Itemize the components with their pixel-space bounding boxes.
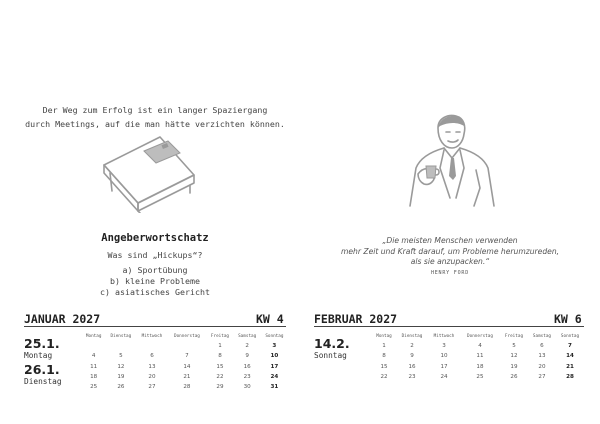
calendar-day: 7 — [185, 353, 189, 360]
calendar-week-row — [372, 351, 584, 361]
weekday-header: Sonntag — [265, 334, 284, 339]
quote-line: durch Meetings, auf die man hätte verzichten können. — [25, 119, 285, 129]
calendar-day: 18 — [476, 363, 484, 370]
calendar-day: 24 — [270, 374, 279, 381]
calendar-day: 25 — [90, 384, 98, 391]
calendar-day: 19 — [117, 374, 125, 381]
quote-text — [20, 103, 290, 131]
calendar-day: 11 — [476, 353, 484, 360]
calendar-day: 13 — [148, 363, 156, 370]
weekday-header: Mittwoch — [141, 334, 163, 339]
quote-author: HENRY FORD — [430, 270, 470, 276]
calendar-day: 29 — [216, 384, 224, 391]
weekday-header: Samstag — [532, 334, 552, 339]
calendar-rule — [314, 326, 584, 327]
calendar-weekday: Montag — [24, 351, 53, 360]
calendar-week-row — [82, 351, 288, 361]
calendar-day: 9 — [245, 353, 249, 360]
mini-calendar — [372, 332, 584, 382]
calendar-day: 10 — [440, 353, 448, 360]
desk-with-paper-icon — [98, 133, 200, 213]
calendar-day: 21 — [566, 363, 574, 370]
calendar-day: 28 — [566, 374, 574, 381]
calendar-day — [105, 341, 136, 351]
calendar-week: KW 4 — [256, 312, 284, 326]
calendar-day: 19 — [510, 363, 518, 370]
calendar-day: 26 — [510, 374, 518, 381]
quote-line: Der Weg zum Erfolg ist ein langer Spaziergang — [42, 105, 268, 115]
calendar-day: 18 — [90, 374, 98, 381]
calendar-day: 8 — [218, 353, 222, 360]
calendar-week-row — [82, 341, 288, 351]
calendar-day: 6 — [540, 343, 544, 350]
calendar-weekday: Sonntag — [314, 351, 347, 360]
calendar-day: 12 — [510, 353, 518, 360]
calendar-day: 25 — [476, 374, 484, 381]
calendar-date: 14.2. — [314, 336, 350, 351]
calendar-day: 2 — [245, 343, 249, 350]
calendar-day: 22 — [216, 374, 224, 381]
calendar-day: 1 — [382, 343, 386, 350]
calendar-day — [168, 341, 207, 351]
calendar-day: 11 — [90, 363, 98, 370]
calendar-day: 4 — [478, 343, 482, 350]
weekday-header: Montag — [376, 334, 392, 339]
weekday-header: Dienstag — [110, 334, 132, 339]
weekday-header: Freitag — [504, 334, 524, 339]
calendar-date-entry — [314, 336, 350, 360]
calendar-day: 3 — [272, 343, 277, 350]
calendar-day: 23 — [408, 374, 416, 381]
weekday-header: Sonntag — [560, 334, 580, 339]
calendar-day: 23 — [243, 374, 251, 381]
calendar-day: 6 — [150, 353, 154, 360]
calendar-day: 27 — [148, 384, 156, 391]
calendar-day: 8 — [382, 353, 386, 360]
calendar-day: 24 — [440, 374, 448, 381]
weekday-header: Donnerstag — [174, 334, 200, 339]
calendar-day: 2 — [410, 343, 414, 350]
weekday-header-row — [82, 332, 288, 341]
calendar-day: 15 — [380, 363, 388, 370]
weekday-header: Montag — [85, 334, 102, 339]
calendar-weekday: Dienstag — [24, 377, 62, 386]
calendar-week-row — [82, 362, 288, 372]
weekday-header: Dienstag — [401, 334, 423, 339]
calendar-day: 16 — [243, 363, 251, 370]
calendar-day: 16 — [408, 363, 416, 370]
calendar-week-row — [82, 382, 288, 392]
calendar-day: 22 — [380, 374, 388, 381]
calendar-day: 1 — [218, 343, 222, 350]
weekday-header: Donnerstag — [467, 334, 493, 339]
calendar-month: FEBRUAR 2027 — [314, 312, 398, 326]
riddle-option: b) kleine Probleme — [110, 276, 200, 286]
calendar-day: 10 — [270, 353, 279, 360]
calendar-day: 21 — [183, 374, 191, 381]
calendar-date-entry — [24, 336, 60, 360]
weekday-header: Mittwoch — [433, 334, 455, 339]
famous-quote — [320, 236, 580, 268]
calendar-day: 20 — [148, 374, 156, 381]
calendar-day — [82, 341, 105, 351]
calendar-day: 27 — [538, 374, 546, 381]
calendar-day: 28 — [183, 384, 191, 391]
riddle-option: a) Sportübung — [122, 265, 188, 275]
calendar-day: 30 — [243, 384, 251, 391]
calendar-day: 5 — [119, 353, 123, 360]
calendar-week-row — [82, 372, 288, 382]
weekday-header: Freitag — [210, 334, 230, 339]
quote-line: mehr Zeit und Kraft darauf, um Probleme herumzureden, — [340, 246, 560, 256]
calendar-day: 3 — [442, 343, 446, 350]
calendar-day: 12 — [117, 363, 125, 370]
man-with-coffee-icon — [400, 108, 500, 208]
quote-line: als sie anzupacken.“ — [410, 257, 490, 266]
calendar-day: 17 — [440, 363, 448, 370]
weekday-header-row — [372, 332, 584, 341]
calendar-date-entry — [24, 362, 62, 386]
calendar-day: 14 — [183, 363, 191, 370]
calendar-day: 9 — [410, 353, 414, 360]
calendar-day — [136, 341, 167, 351]
riddle-question: Was sind „Hickups“? — [107, 250, 203, 260]
calendar-day: 17 — [270, 363, 279, 370]
calendar-week-row — [372, 372, 584, 382]
riddle-option: c) asiatisches Gericht — [100, 287, 210, 297]
weekday-header: Samstag — [238, 334, 257, 339]
calendar-day: 26 — [117, 384, 125, 391]
calendar-date: 26.1. — [24, 362, 60, 377]
mini-calendar — [82, 332, 288, 392]
quote-line: „Die meisten Menschen verwenden — [382, 236, 518, 245]
riddle-options — [60, 265, 250, 298]
calendar-day: 7 — [568, 343, 572, 350]
calendar-week: KW 6 — [554, 312, 582, 326]
calendar-day: 14 — [566, 353, 574, 360]
calendar-day: 13 — [538, 353, 546, 360]
right-page — [300, 0, 600, 424]
calendar-rule — [24, 326, 286, 327]
calendar-day: 4 — [91, 353, 96, 360]
calendar-week-row — [372, 341, 584, 351]
calendar-day: 5 — [512, 343, 516, 350]
calendar-day: 20 — [538, 363, 546, 370]
calendar-month: JANUAR 2027 — [24, 312, 101, 326]
calendar-day: 31 — [270, 384, 279, 391]
calendar-week-row — [372, 362, 584, 372]
calendar-day: 15 — [216, 363, 224, 370]
riddle-title: Angeberwortschatz — [101, 232, 209, 244]
calendar-date: 25.1. — [24, 336, 60, 351]
